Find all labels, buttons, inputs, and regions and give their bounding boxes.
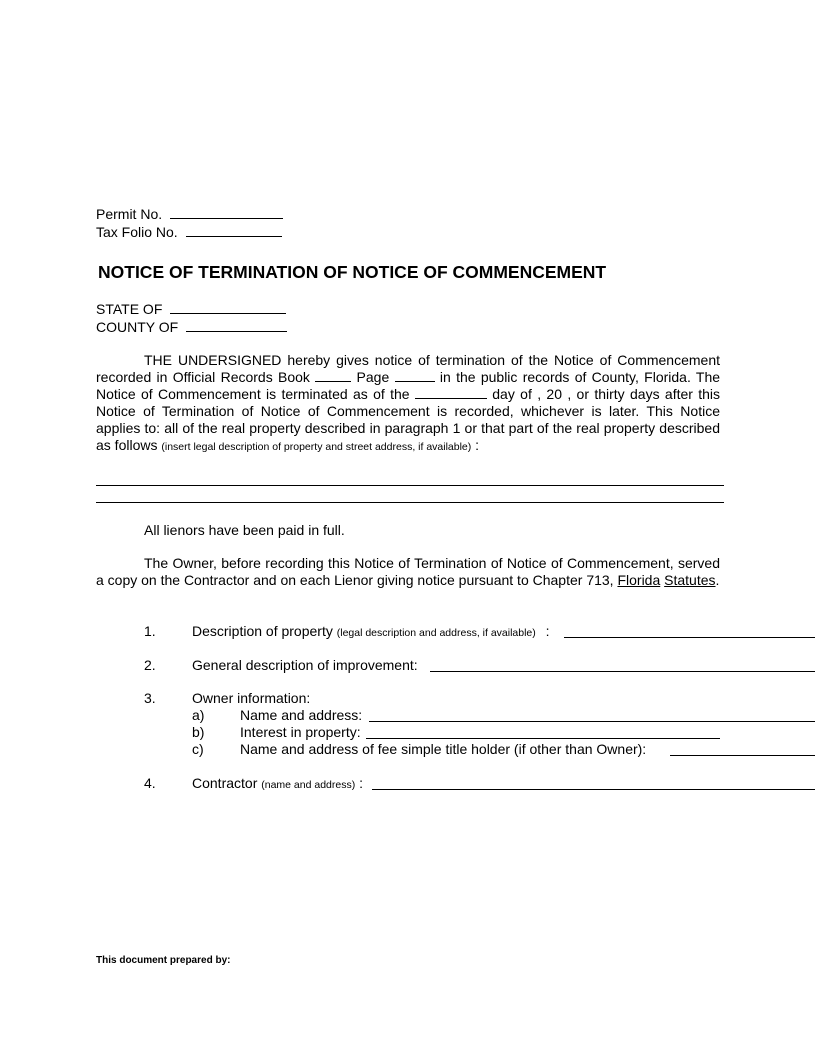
intro-text-5: , 20 , or thirty days after this Notice of Termination of Notice of Commencement is recorded, whichever is later. This Notice applies to: all of the real property described in paragraph 1 or that part of the real property described as follows [96, 386, 721, 453]
item-4-contractor [192, 775, 363, 794]
item-4-note: (name and address) [261, 779, 356, 791]
owner-paragraph-end: . [715, 572, 720, 588]
tax-folio-blank[interactable] [186, 224, 282, 237]
item-4-number: 4. [144, 775, 156, 791]
item-1-colon: : [545, 623, 550, 639]
permit-number-label: Permit No. [96, 206, 163, 222]
legal-description-line-2[interactable] [96, 502, 724, 503]
termination-day-blank[interactable] [415, 386, 487, 399]
item-1-blank[interactable] [564, 637, 815, 638]
item-3b-letter: b) [192, 724, 205, 740]
florida-link: Florida [617, 572, 661, 588]
legal-description-line-1[interactable] [96, 485, 724, 486]
state-field [96, 301, 286, 318]
owner-paragraph [96, 555, 720, 589]
tax-folio-label: Tax Folio No. [96, 224, 178, 240]
county-blank[interactable] [186, 319, 287, 332]
item-2-blank[interactable] [430, 671, 815, 672]
owner-paragraph-text: The Owner, before recording this Notice of Termination of Notice of Commencement, served a copy on the Contractor and on each Lienor giving notice pursuant to Chapter 713, [96, 555, 720, 588]
item-3c-blank[interactable] [670, 755, 815, 756]
item-1-description-of-property [192, 623, 550, 642]
item-4-colon: : [359, 775, 363, 791]
page-blank[interactable] [395, 369, 435, 382]
item-4-blank[interactable] [372, 789, 815, 790]
state-blank[interactable] [170, 301, 286, 314]
item-1-label: Description of property [192, 623, 333, 639]
item-3b-label: Interest in property: [240, 724, 361, 740]
county-label: COUNTY OF [96, 319, 179, 335]
item-3a-blank[interactable] [369, 721, 815, 722]
item-3c-label: Name and address of fee simple title holder (if other than Owner): [240, 741, 647, 757]
statutes-link: Statutes [664, 572, 716, 588]
item-1-note: (legal description and address, if available) [336, 627, 536, 639]
county-field [96, 319, 287, 336]
item-3-label: Owner information: [192, 690, 311, 706]
intro-legal-note: (insert legal description of property and street address, if available) [161, 441, 472, 453]
permit-number-field [96, 206, 283, 223]
item-3a-letter: a) [192, 707, 205, 723]
item-1-number: 1. [144, 623, 156, 639]
state-label: STATE OF [96, 301, 163, 317]
permit-number-blank[interactable] [170, 206, 283, 219]
intro-colon: : [475, 437, 480, 453]
tax-folio-field [96, 224, 282, 241]
item-3c-letter: c) [192, 741, 204, 757]
item-3-number: 3. [144, 690, 156, 706]
document-title: NOTICE OF TERMINATION OF NOTICE OF COMMENCEMENT [98, 262, 607, 282]
intro-text-1: THE UNDERSIGNED hereby gives notice of termination of the Notice of Commencement recorded in Official Records Book [96, 352, 720, 385]
prepared-by-label: This document prepared by: [96, 955, 231, 966]
records-book-blank[interactable] [315, 369, 351, 382]
intro-text-2: Page [356, 369, 390, 385]
item-3a-label: Name and address: [240, 707, 363, 723]
item-2-label: General description of improvement: [192, 657, 418, 673]
intro-text-3: in the public records of County, Florida. The Notice of Commencement is terminated as of the [96, 369, 721, 402]
item-4-label: Contractor [192, 775, 258, 791]
item-2-number: 2. [144, 657, 156, 673]
item-3b-blank[interactable] [366, 738, 720, 739]
intro-text-4: day of [492, 386, 532, 402]
intro-paragraph [96, 352, 720, 456]
lienors-paid-statement: All lienors have been paid in full. [144, 522, 345, 538]
